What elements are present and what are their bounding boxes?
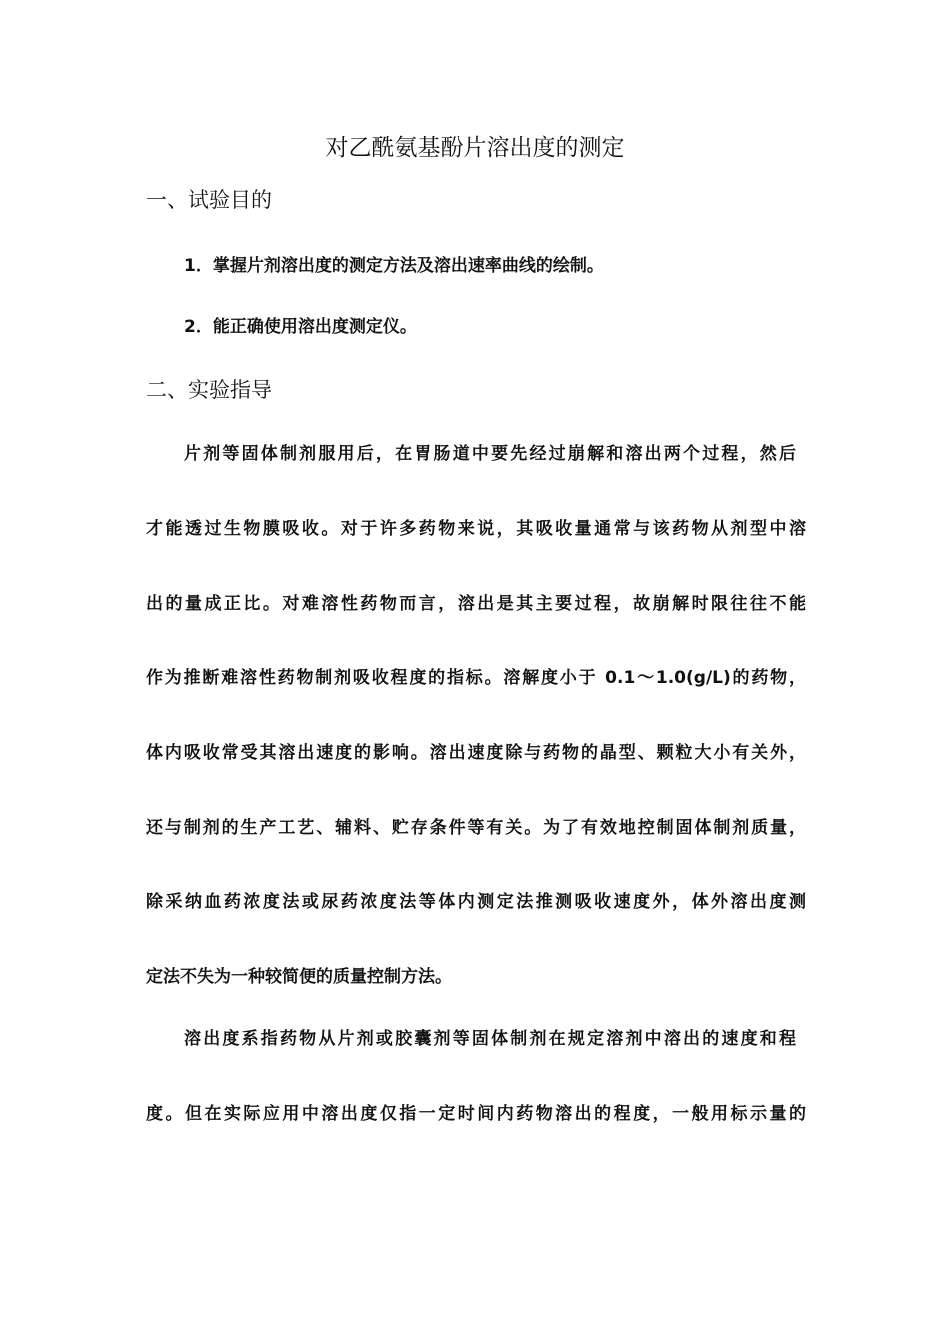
paragraph-line: 除采纳血药浓度法或尿药浓度法等体内测定法推测吸收速度外，体外溶出度测	[146, 892, 806, 912]
paragraph-line: 出的量成正比。对难溶性药物而言，溶出是其主要过程，故崩解时限往往不能	[146, 594, 806, 614]
paragraph-line: 体内吸收常受其溶出速度的影响。溶出速度除与药物的晶型、颗粒大小有关外，	[146, 743, 806, 763]
paragraph-line: 还与制剂的生产工艺、辅料、贮存条件等有关。为了有效地控制固体制剂质量，	[146, 818, 806, 838]
paragraph-line: 定法不失为一种较简便的质量控制方法。	[146, 967, 452, 987]
paragraph-line: 才能透过生物膜吸收。对于许多药物来说，其吸收量通常与该药物从剂型中溶	[146, 519, 806, 539]
paragraph-line: 溶出度系指药物从片剂或胶囊剂等固体制剂在规定溶剂中溶出的速度和程	[184, 1029, 796, 1049]
paragraph-line: 度。但在实际应用中溶出度仅指一定时间内药物溶出的程度，一般用标示量的	[146, 1104, 806, 1124]
page-title: 对乙酰氨基酚片溶出度的测定	[325, 135, 625, 161]
paragraph-line: 片剂等固体制剂服用后，在胃肠道中要先经过崩解和溶出两个过程，然后	[184, 444, 796, 464]
objective-item-1: 1．掌握片剂溶出度的测定方法及溶出速率曲线的绘制。	[184, 256, 604, 276]
section-heading-guidance: 二、实验指导	[146, 378, 272, 402]
paragraph-line: 作为推断难溶性药物制剂吸收程度的指标。溶解度小于 0.1～1.0(g/L)的药物，	[146, 668, 806, 688]
section-heading-objectives: 一、试验目的	[146, 188, 272, 212]
objective-item-2: 2．能正确使用溶出度测定仪。	[184, 317, 417, 337]
